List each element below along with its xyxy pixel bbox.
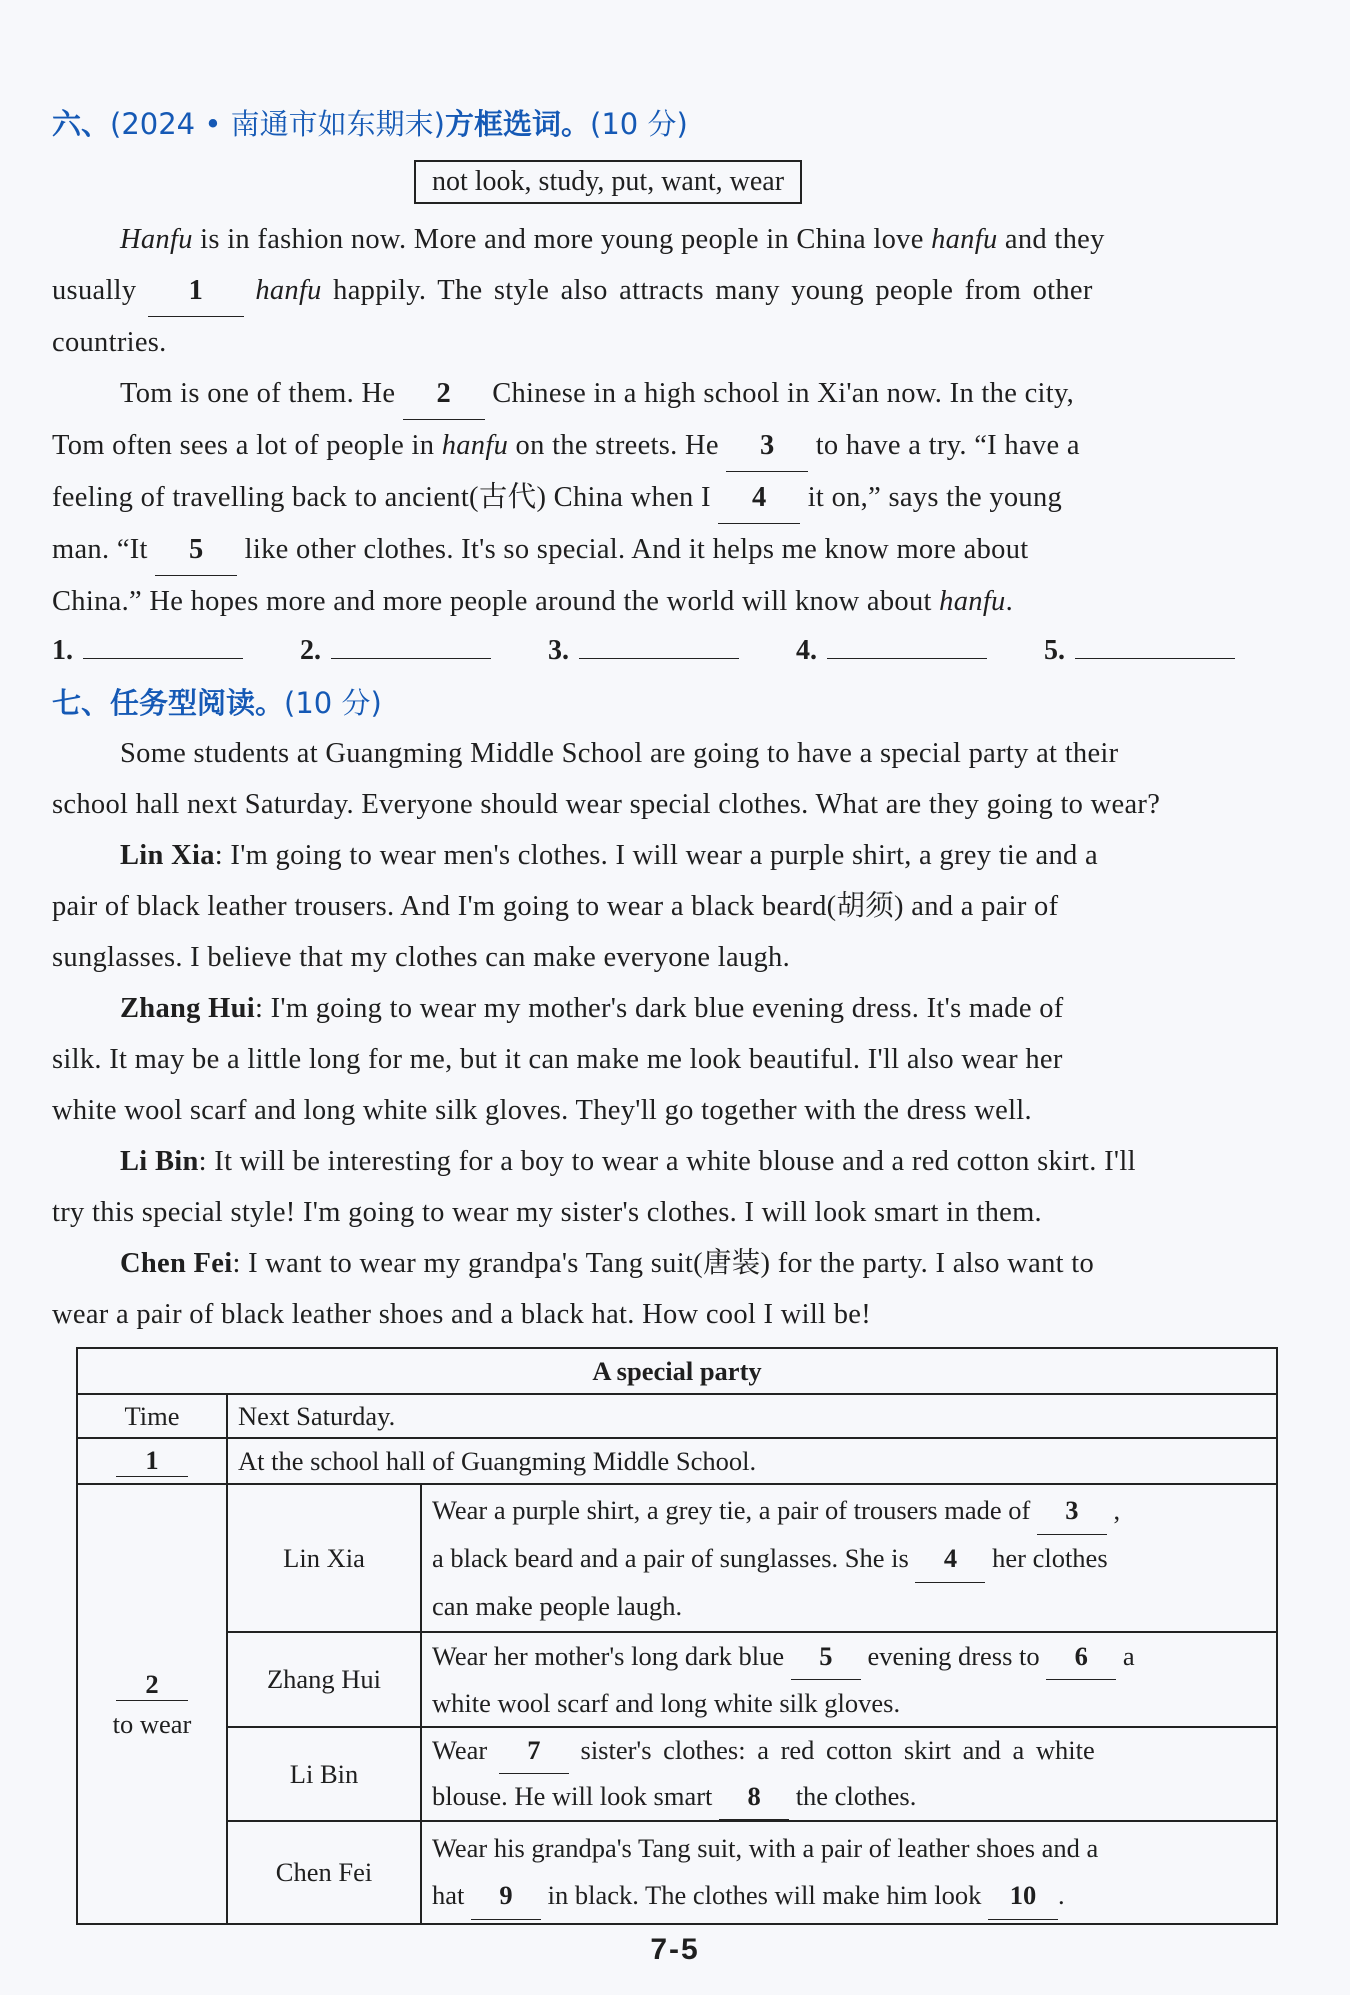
- text: Wear: [432, 1735, 488, 1765]
- text: hat: [432, 1880, 465, 1910]
- passage7-line: [52, 983, 1294, 1034]
- passage7-line: [52, 932, 1294, 983]
- chen-desc: [421, 1821, 1277, 1924]
- text: silk. It may be a little long for me, but it can make me look beautiful. I'll also wear her: [52, 1044, 1063, 1075]
- answer-label: 4.: [796, 635, 817, 666]
- text: Wear her mother's long dark blue: [432, 1641, 785, 1671]
- table-row: [77, 1727, 1277, 1821]
- passage6-line: [52, 420, 1294, 472]
- answer-item: [1044, 628, 1284, 667]
- passage7-line: [52, 1289, 1294, 1340]
- page-number: 7-5: [650, 1933, 700, 1966]
- answer-label: 1.: [52, 635, 73, 666]
- answer-line-1[interactable]: [83, 628, 243, 659]
- table-row: [77, 1484, 1277, 1632]
- desc-line: [432, 1535, 1266, 1583]
- person-name: Li Bin: [227, 1727, 421, 1821]
- place-cell: [77, 1438, 227, 1484]
- answer-line-5[interactable]: [1075, 628, 1235, 659]
- section6-prefix: 六、: [52, 107, 111, 141]
- table-blank-6[interactable]: 6: [1046, 1633, 1116, 1680]
- text: evening dress to: [867, 1641, 1040, 1671]
- blank-5[interactable]: 5: [155, 524, 237, 576]
- text: Wear his grandpa's Tang suit, with a pair of leather shoes and a: [432, 1833, 1099, 1863]
- person-name: Chen Fei: [227, 1821, 421, 1924]
- text: school hall next Saturday. Everyone should wear special clothes. What are they going to wear?: [52, 789, 1161, 820]
- table-blank-4[interactable]: 4: [915, 1535, 985, 1583]
- lin-desc: [421, 1484, 1277, 1632]
- passage7-line: [52, 1238, 1294, 1289]
- passage6-line: [52, 368, 1294, 420]
- text: Some students at Guangming Middle School are going to have a special party at their: [120, 738, 1119, 769]
- text: in black. The clothes will make him look: [547, 1880, 982, 1910]
- text: Chinese in a high school in Xi'an now. In the city,: [492, 378, 1075, 409]
- table-blank-3[interactable]: 3: [1037, 1487, 1107, 1535]
- desc-line: [432, 1872, 1266, 1920]
- text: feeling of travelling back to ancient(古代) China when I: [52, 482, 711, 513]
- text: .: [1005, 586, 1014, 617]
- answer-line-4[interactable]: [827, 628, 987, 659]
- word-box: not look, study, put, want, wear: [414, 160, 802, 204]
- text: like other clothes. It's so special. And it helps me know more about: [244, 534, 1029, 565]
- passage6-line: [52, 472, 1294, 524]
- answer-line-3[interactable]: [579, 628, 739, 659]
- table-blank-8[interactable]: 8: [719, 1774, 789, 1820]
- table-blank-2[interactable]: 2: [116, 1669, 188, 1701]
- speaker-name: Zhang Hui: [120, 993, 255, 1024]
- text: sister's clothes: a red cotton skirt and a white: [580, 1735, 1095, 1765]
- desc-line: [432, 1825, 1266, 1872]
- table-row: [77, 1348, 1277, 1394]
- section7-title-main: 任务型阅读。: [110, 686, 285, 720]
- table-blank-10[interactable]: 10: [988, 1872, 1058, 1920]
- text: it on,” says the young: [807, 482, 1063, 513]
- answer-label: 2.: [300, 635, 321, 666]
- text: blouse. He will look smart: [432, 1781, 713, 1811]
- section6-score: (10 分): [590, 107, 688, 141]
- zhang-desc: [421, 1632, 1277, 1727]
- person-name: Zhang Hui: [227, 1632, 421, 1727]
- blank-1[interactable]: 1: [148, 265, 244, 317]
- li-desc: [421, 1727, 1277, 1821]
- text: white wool scarf and long white silk gloves.: [432, 1688, 901, 1718]
- text: a: [1122, 1641, 1135, 1671]
- text: usually: [52, 275, 137, 306]
- passage7: [52, 728, 1294, 1340]
- passage7-line: [52, 1187, 1294, 1238]
- table-blank-5[interactable]: 5: [791, 1633, 861, 1680]
- passage7-line: [52, 1034, 1294, 1085]
- text: to have a try. “I have a: [815, 430, 1080, 461]
- table-row: [77, 1632, 1277, 1727]
- answer-item: [548, 628, 796, 667]
- desc-line: [432, 1633, 1266, 1680]
- passage6-line: [52, 265, 1294, 317]
- passage6-line: [52, 317, 1294, 368]
- text: try this special style! I'm going to wear my sister's clothes. I will look smart in them.: [52, 1197, 1042, 1228]
- time-value: Next Saturday.: [227, 1394, 1277, 1438]
- section7-title: [52, 681, 382, 722]
- desc-line: [432, 1680, 1266, 1726]
- blank-2[interactable]: 2: [403, 368, 485, 420]
- speaker-name: Li Bin: [120, 1146, 199, 1177]
- table-blank-1[interactable]: 1: [116, 1445, 188, 1477]
- answer-item: [300, 628, 548, 667]
- text: Wear a purple shirt, a grey tie, a pair of trousers made of: [432, 1494, 1031, 1525]
- text: .: [1057, 1880, 1065, 1910]
- passage6-line: [52, 214, 1294, 265]
- time-label: Time: [77, 1394, 227, 1438]
- text: white wool scarf and long white silk gloves. They'll go together with the dress well.: [52, 1095, 1032, 1126]
- text: : I'm going to wear my mother's dark blue evening dress. It's made of: [254, 993, 1064, 1024]
- section6-title-main: 方框选词。: [445, 107, 591, 141]
- section7-score: (10 分): [284, 686, 382, 720]
- wear-label: to wear: [112, 1708, 192, 1739]
- text: Tom is one of them. He: [120, 378, 396, 409]
- text: : I'm going to wear men's clothes. I will wear a purple shirt, a grey tie and a: [214, 840, 1098, 871]
- text: can make people laugh.: [432, 1590, 683, 1621]
- blank-3[interactable]: 3: [726, 420, 808, 472]
- text: sunglasses. I believe that my clothes can make everyone laugh.: [52, 942, 790, 973]
- section6-title: [52, 102, 688, 143]
- text: on the streets. He: [508, 430, 719, 461]
- text: countries.: [52, 327, 167, 358]
- passage6: [52, 214, 1294, 627]
- person-name: Lin Xia: [227, 1484, 421, 1632]
- table-blank-7[interactable]: 7: [499, 1728, 569, 1774]
- table-row: [77, 1821, 1277, 1924]
- passage6-line: [52, 524, 1294, 576]
- passage6-line: [52, 576, 1294, 627]
- desc-line: [432, 1728, 1266, 1774]
- answer-row: [52, 628, 1284, 667]
- speaker-name: Lin Xia: [120, 840, 215, 871]
- text: wear a pair of black leather shoes and a black hat. How cool I will be!: [52, 1299, 871, 1330]
- text: happily. The style also attracts many young people from other: [321, 275, 1093, 306]
- answer-label: 3.: [548, 635, 569, 666]
- italic-word: hanfu: [939, 586, 1006, 617]
- italic-word: hanfu: [931, 224, 998, 255]
- text: pair of black leather trousers. And I'm going to wear a black beard(胡须) and a pair of: [52, 891, 1059, 922]
- table-blank-9[interactable]: 9: [471, 1872, 541, 1920]
- wear-cell: [77, 1484, 227, 1924]
- passage7-line: [52, 1136, 1294, 1187]
- passage7-line: [52, 1085, 1294, 1136]
- section7-prefix: 七、: [52, 686, 111, 720]
- text: Tom often sees a lot of people in: [52, 430, 442, 461]
- text: a black beard and a pair of sunglasses. She is: [432, 1542, 909, 1573]
- table-header: A special party: [77, 1348, 1277, 1394]
- section6-source: (2024 • 南通市如东期末): [110, 107, 445, 141]
- answer-item: [796, 628, 1044, 667]
- passage7-line: [52, 881, 1294, 932]
- blank-4[interactable]: 4: [718, 472, 800, 524]
- italic-word: hanfu: [441, 430, 509, 461]
- wear-blank-wrap: [88, 1669, 216, 1701]
- party-table: [76, 1347, 1278, 1925]
- italic-word: hanfu: [255, 275, 322, 306]
- passage7-line: [52, 728, 1294, 779]
- text: her clothes: [992, 1542, 1108, 1573]
- desc-line: [432, 1774, 1266, 1820]
- text: ,: [1113, 1494, 1121, 1525]
- answer-label: 5.: [1044, 635, 1065, 666]
- answer-line-2[interactable]: [331, 628, 491, 659]
- table-row: [77, 1394, 1277, 1438]
- text: : It will be interesting for a boy to wear a white blouse and a red cotton skirt. I'll: [198, 1146, 1136, 1177]
- desc-line: [432, 1583, 1266, 1630]
- speaker-name: Chen Fei: [120, 1248, 233, 1279]
- text: and they: [997, 224, 1105, 255]
- place-value: At the school hall of Guangming Middle School.: [227, 1438, 1277, 1484]
- text: man. “It: [52, 534, 148, 565]
- italic-word: Hanfu: [120, 224, 193, 255]
- text: the clothes.: [795, 1781, 917, 1811]
- answer-item: [52, 628, 300, 667]
- text: : I want to wear my grandpa's Tang suit(唐装) for the party. I also want to: [232, 1248, 1095, 1279]
- desc-line: [432, 1487, 1266, 1535]
- text: China.” He hopes more and more people around the world will know about: [52, 586, 940, 617]
- passage7-line: [52, 830, 1294, 881]
- table-row: [77, 1438, 1277, 1484]
- text: is in fashion now. More and more young people in China love: [192, 224, 932, 255]
- passage7-line: [52, 779, 1294, 830]
